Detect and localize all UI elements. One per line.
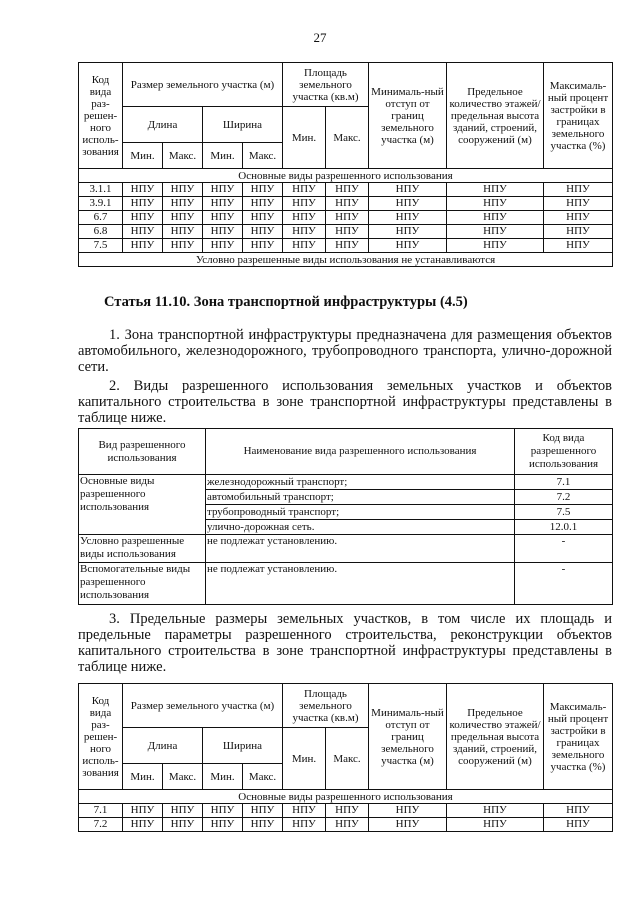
row-value: НПУ [203, 804, 243, 818]
header-length-max: Макс. [163, 143, 203, 169]
row-value: НПУ [326, 197, 369, 211]
row-value: НПУ [203, 239, 243, 253]
row-value: НПУ [203, 818, 243, 832]
auxiliary-uses-label: Вспомогательные виды разрешенного использования [79, 563, 206, 605]
header-width: Ширина [203, 107, 283, 143]
row-value: НПУ [544, 804, 613, 818]
auxiliary-use-code: - [515, 563, 613, 605]
table-row [79, 818, 613, 832]
conditional-uses-label: Условно разрешенные виды использования [79, 535, 206, 563]
permitted-uses-table [78, 428, 613, 605]
header-length-min: Мин. [123, 143, 163, 169]
header-area-min: Мин. [283, 107, 326, 169]
paragraph-2: 2. Виды разрешенного использования земельных участков и объектов капитального строительства в зоне транспортной инфраструктуры представлены в таблице ниже. [78, 378, 612, 426]
table-row [79, 239, 613, 253]
header-area-max: Макс. [326, 728, 369, 790]
row-value: НПУ [123, 183, 163, 197]
header-length: Длина [123, 107, 203, 143]
main-use-name: железнодорожный транспорт; [206, 475, 515, 490]
row-value: НПУ [326, 183, 369, 197]
main-use-name: трубопроводный транспорт; [206, 505, 515, 520]
section-conditional: Условно разрешенные виды использования не устанавливаются [79, 253, 613, 267]
header-area-max: Макс. [326, 107, 369, 169]
row-value: НПУ [326, 225, 369, 239]
table-row [79, 183, 613, 197]
paragraph-1: 1. Зона транспортной инфраструктуры предназначена для размещения объектов автомобильного, железнодорожного, трубопроводного транспорта, улично-дорожной сети. [78, 327, 612, 375]
header-size: Размер земельного участка (м) [123, 63, 283, 107]
row-value: НПУ [326, 818, 369, 832]
row-value: НПУ [369, 211, 447, 225]
conditional-use-code: - [515, 535, 613, 563]
header-length: Длина [123, 728, 203, 764]
row-code: 7.1 [79, 804, 123, 818]
header-height: Предельное количество этажей/ предельная высота зданий, строений, сооружений (м) [447, 684, 544, 790]
row-value: НПУ [447, 183, 544, 197]
header-area: Площадь земельного участка (кв.м) [283, 684, 369, 728]
table-row [79, 225, 613, 239]
row-code: 7.2 [79, 818, 123, 832]
header-setback: Минималь-ный отступ от границ земельного участка (м) [369, 684, 447, 790]
header-length-min: Мин. [123, 764, 163, 790]
row-value: НПУ [163, 804, 203, 818]
row-value: НПУ [283, 818, 326, 832]
zone-parameters-table [78, 62, 613, 267]
row-value: НПУ [243, 211, 283, 225]
row-value: НПУ [243, 183, 283, 197]
row-value: НПУ [243, 197, 283, 211]
row-value: НПУ [123, 239, 163, 253]
row-value: НПУ [369, 183, 447, 197]
row-value: НПУ [163, 225, 203, 239]
row-value: НПУ [123, 818, 163, 832]
transport-parameters-table [78, 683, 613, 832]
paragraph-3: 3. Предельные размеры земельных участков, в том числе их площадь и предельные параметры разрешенного строительства, реконструкции объектов капитального строительства в зоне транспортной инфраструктуры представлены в таблице ниже. [78, 611, 612, 675]
row-value: НПУ [447, 239, 544, 253]
row-code: 3.9.1 [79, 197, 123, 211]
row-code: 3.1.1 [79, 183, 123, 197]
row-value: НПУ [203, 197, 243, 211]
row-value: НПУ [163, 197, 203, 211]
row-value: НПУ [283, 183, 326, 197]
row-value: НПУ [544, 183, 613, 197]
header-width-max: Макс. [243, 143, 283, 169]
main-use-code: 12.0.1 [515, 520, 613, 535]
row-value: НПУ [447, 804, 544, 818]
main-use-code: 7.2 [515, 490, 613, 505]
row-value: НПУ [544, 211, 613, 225]
row-value: НПУ [123, 225, 163, 239]
page-number: 27 [313, 30, 327, 45]
header-coverage: Максималь-ный процент застройки в границах земельного участка (%) [544, 684, 613, 790]
row-value: НПУ [326, 804, 369, 818]
main-use-name: автомобильный транспорт; [206, 490, 515, 505]
row-value: НПУ [203, 183, 243, 197]
row-value: НПУ [203, 225, 243, 239]
header-setback: Минималь-ный отступ от границ земельного участка (м) [369, 63, 447, 169]
row-value: НПУ [369, 818, 447, 832]
row-value: НПУ [163, 183, 203, 197]
row-value: НПУ [243, 804, 283, 818]
row-value: НПУ [283, 239, 326, 253]
row-value: НПУ [163, 818, 203, 832]
main-use-code: 7.5 [515, 505, 613, 520]
header-code: Код вида раз-решен-ного исполь-зования [79, 684, 123, 790]
row-value: НПУ [326, 211, 369, 225]
main-use-code: 7.1 [515, 475, 613, 490]
row-value: НПУ [243, 225, 283, 239]
header-height: Предельное количество этажей/ предельная высота зданий, строений, сооружений (м) [447, 63, 544, 169]
row-value: НПУ [447, 818, 544, 832]
header-use-type: Вид разрешенного использования [79, 429, 206, 475]
table-row [79, 804, 613, 818]
row-code: 6.8 [79, 225, 123, 239]
header-area: Площадь земельного участка (кв.м) [283, 63, 369, 107]
row-value: НПУ [544, 225, 613, 239]
row-value: НПУ [163, 211, 203, 225]
row-code: 6.7 [79, 211, 123, 225]
row-value: НПУ [243, 239, 283, 253]
row-value: НПУ [283, 197, 326, 211]
row-value: НПУ [447, 225, 544, 239]
row-value: НПУ [283, 804, 326, 818]
header-use-code: Код вида разрешенного использования [515, 429, 613, 475]
main-uses-label: Основные виды разрешенного использования [79, 475, 206, 535]
row-value: НПУ [369, 804, 447, 818]
header-size: Размер земельного участка (м) [123, 684, 283, 728]
header-length-max: Макс. [163, 764, 203, 790]
header-width-min: Мин. [203, 143, 243, 169]
header-code: Код вида раз-решен-ного исполь-зования [79, 63, 123, 169]
row-value: НПУ [326, 239, 369, 253]
row-value: НПУ [123, 211, 163, 225]
article-title: Статья 11.10. Зона транспортной инфраструктуры (4.5) [104, 294, 468, 310]
table-row [79, 211, 613, 225]
main-use-name: улично-дорожная сеть. [206, 520, 515, 535]
row-value: НПУ [447, 197, 544, 211]
row-value: НПУ [283, 211, 326, 225]
header-width-min: Мин. [203, 764, 243, 790]
row-value: НПУ [123, 197, 163, 211]
conditional-use-name: не подлежат установлению. [206, 535, 515, 563]
row-value: НПУ [544, 818, 613, 832]
row-code: 7.5 [79, 239, 123, 253]
header-area-min: Мин. [283, 728, 326, 790]
row-value: НПУ [544, 197, 613, 211]
row-value: НПУ [243, 818, 283, 832]
row-value: НПУ [369, 225, 447, 239]
row-value: НПУ [544, 239, 613, 253]
row-value: НПУ [369, 197, 447, 211]
section-main: Основные виды разрешенного использования [79, 790, 613, 804]
row-value: НПУ [123, 804, 163, 818]
auxiliary-use-name: не подлежат установлению. [206, 563, 515, 605]
header-width: Ширина [203, 728, 283, 764]
section-main: Основные виды разрешенного использования [79, 169, 613, 183]
row-value: НПУ [447, 211, 544, 225]
header-use-name: Наименование вида разрешенного использования [206, 429, 515, 475]
row-value: НПУ [163, 239, 203, 253]
row-value: НПУ [203, 211, 243, 225]
header-width-max: Макс. [243, 764, 283, 790]
row-value: НПУ [369, 239, 447, 253]
row-value: НПУ [283, 225, 326, 239]
header-coverage: Максималь-ный процент застройки в границах земельного участка (%) [544, 63, 613, 169]
table-row [79, 197, 613, 211]
